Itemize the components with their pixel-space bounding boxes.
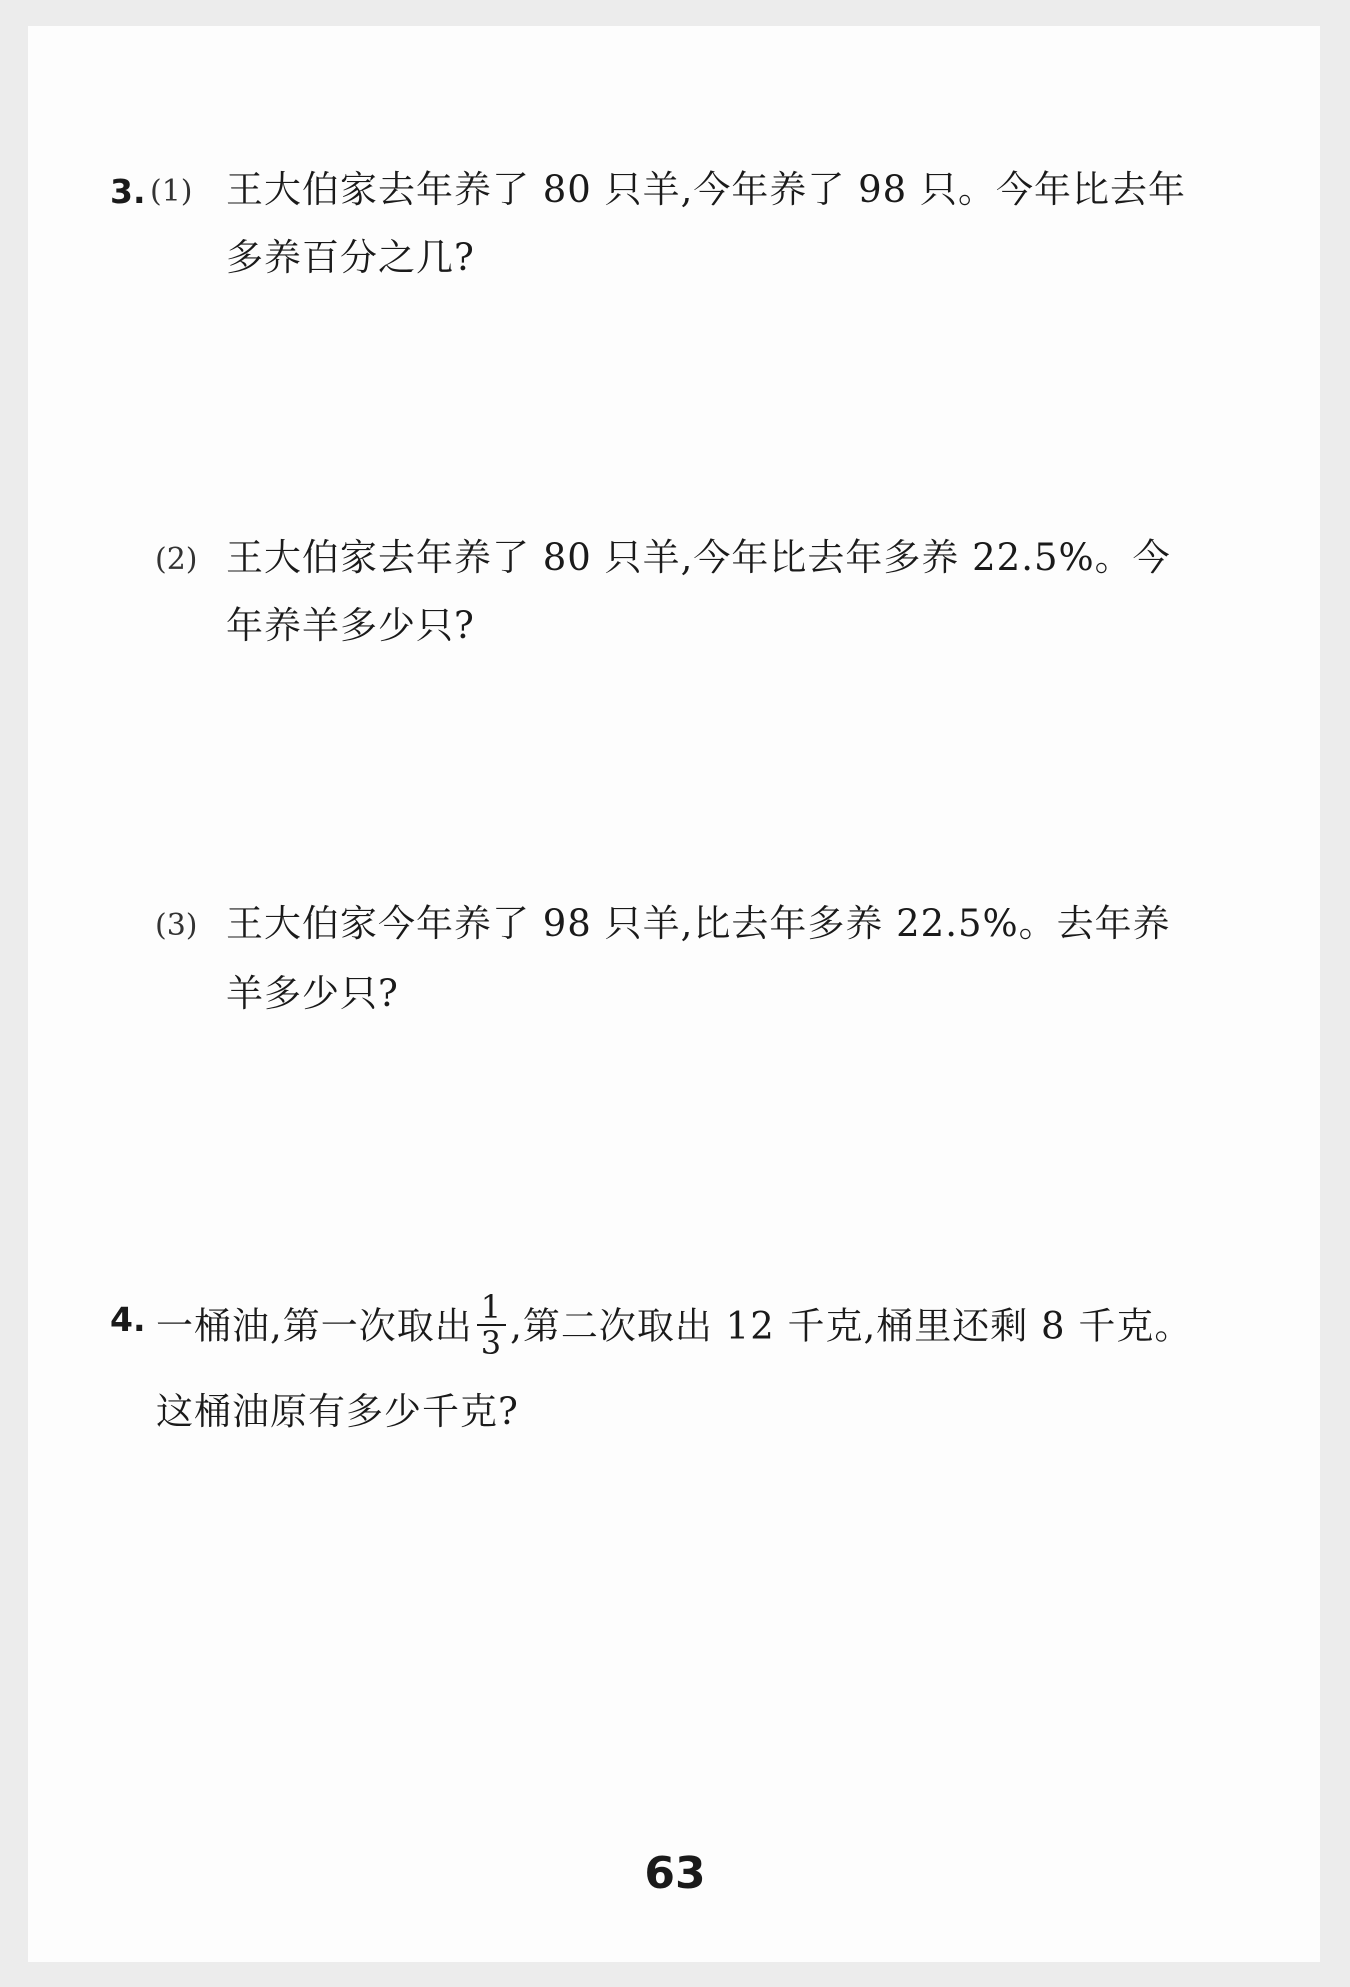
question-3-number: 3. xyxy=(110,172,146,211)
question-4-line-2: 这桶油原有多少千克? xyxy=(156,1390,519,1433)
question-3-2-line-1: 王大伯家去年养了 80 只羊,今年比去年多养 22.5%。今 xyxy=(226,536,1171,579)
question-3-3-line-1: 王大伯家今年养了 98 只羊,比去年多养 22.5%。去年养 xyxy=(226,902,1171,945)
fraction-one-third xyxy=(477,1290,506,1360)
fraction-numerator: 1 xyxy=(477,1290,506,1326)
question-3-3-label: (3) xyxy=(155,908,198,943)
question-3-2-line-2: 年养羊多少只? xyxy=(226,604,475,647)
question-4-line-1 xyxy=(156,1288,1193,1364)
question-3-1-label: (1) xyxy=(150,174,193,209)
worksheet-page xyxy=(28,26,1320,1962)
fraction-denominator: 3 xyxy=(480,1324,503,1362)
question-3-1-line-1: 王大伯家去年养了 80 只羊,今年养了 98 只。今年比去年 xyxy=(226,168,1186,211)
page-number: 63 xyxy=(644,1848,706,1899)
question-4-text-after-fraction: ,第二次取出 12 千克,桶里还剩 8 千克。 xyxy=(510,1304,1193,1348)
question-4-text-before-fraction: 一桶油,第一次取出 xyxy=(156,1304,473,1348)
question-3-3-line-2: 羊多少只? xyxy=(226,972,399,1015)
question-3-1-line-2: 多养百分之几? xyxy=(226,236,475,279)
question-3-2-label: (2) xyxy=(155,542,198,577)
question-4-number: 4. xyxy=(110,1300,146,1339)
